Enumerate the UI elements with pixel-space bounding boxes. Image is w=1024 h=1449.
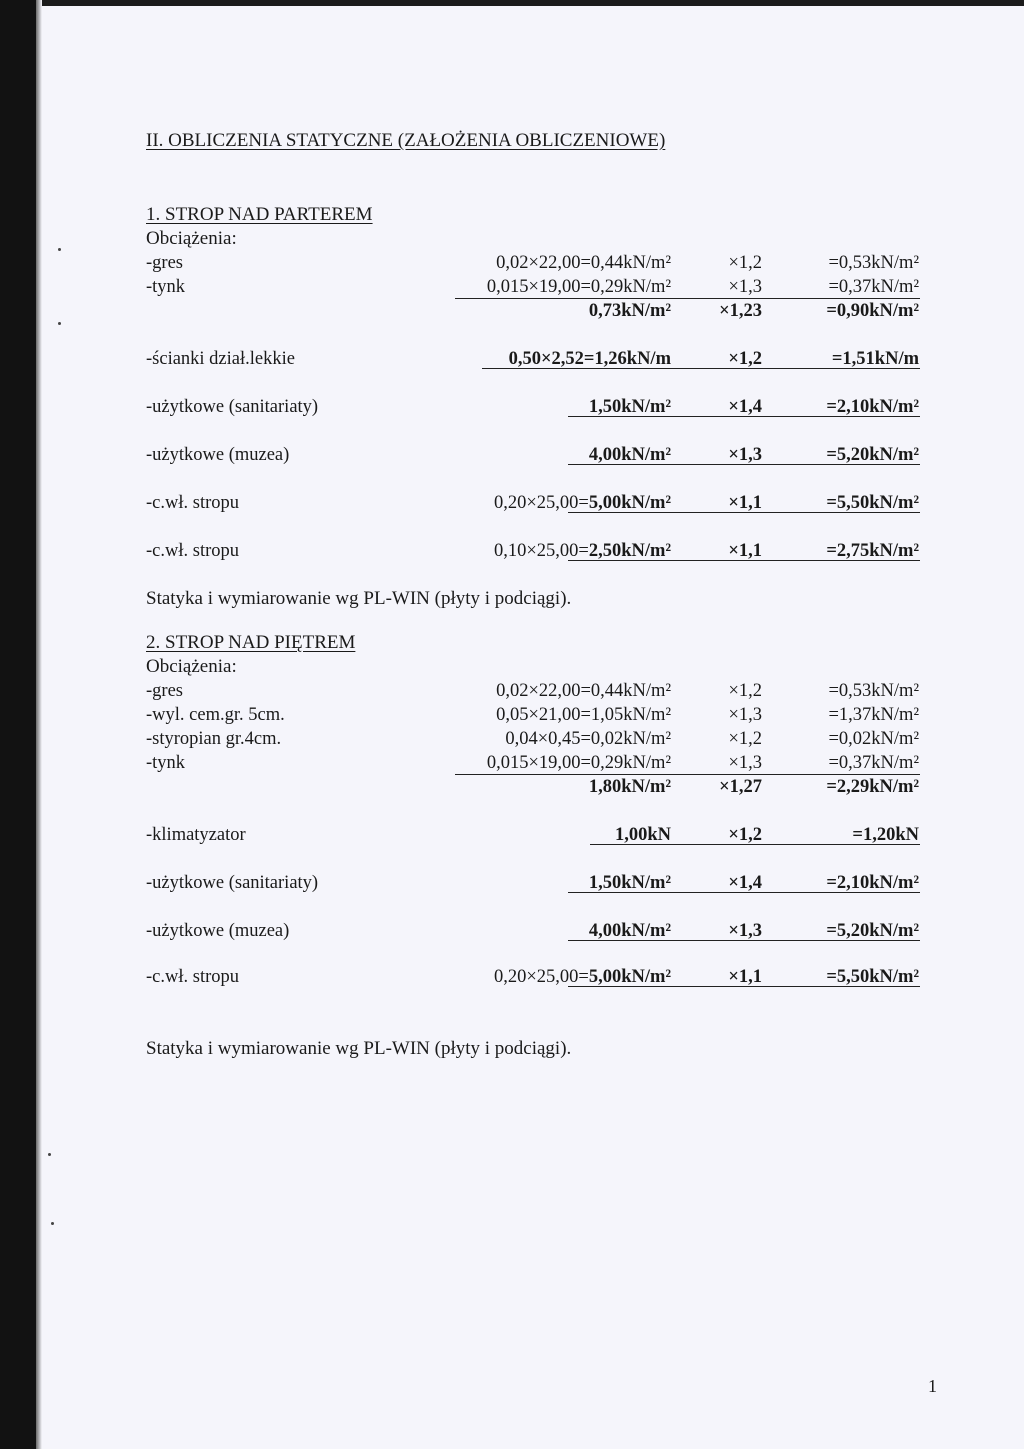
- sum-calc: 0,73kN/m²: [588, 301, 671, 321]
- load-factor: ×1,2: [728, 681, 762, 701]
- load-row: [0, 444, 1024, 466]
- sum-rule: [455, 298, 920, 299]
- load-calc: 0,02×22,00=0,44kN/m²: [496, 253, 671, 273]
- row-underline: [482, 368, 920, 369]
- sum-result: =2,29kN/m²: [826, 777, 919, 797]
- load-calc: 0,015×19,00=0,29kN/m²: [486, 277, 671, 297]
- load-result: =5,20kN/m²: [826, 445, 919, 465]
- load-calc: 0,015×19,00=0,29kN/m²: [486, 753, 671, 773]
- load-factor: ×1,2: [728, 253, 762, 273]
- load-calc: 0,02×22,00=0,44kN/m²: [496, 681, 671, 701]
- load-calc: [494, 492, 671, 514]
- load-factor: ×1,1: [728, 541, 762, 561]
- load-factor: ×1,2: [728, 729, 762, 749]
- load-calc: [494, 966, 671, 988]
- load-label: -c.wł. stropu: [146, 493, 239, 513]
- sum-row: [0, 300, 1024, 322]
- load-row: [0, 920, 1024, 942]
- sum-factor: ×1,27: [719, 777, 762, 797]
- load-label: -gres: [146, 681, 183, 701]
- load-row: [0, 252, 1024, 274]
- load-factor: ×1,3: [728, 445, 762, 465]
- sum-rule: [455, 774, 920, 775]
- load-label: -c.wł. stropu: [146, 541, 239, 561]
- load-label: -tynk: [146, 753, 186, 773]
- row-underline: [568, 892, 920, 893]
- load-label: -c.wł. stropu: [146, 967, 239, 987]
- load-result: =0,37kN/m²: [828, 753, 919, 773]
- row-underline: [568, 416, 920, 417]
- load-label: -użytkowe (muzea): [146, 921, 290, 941]
- row-underline: [568, 512, 920, 513]
- load-result: =0,53kN/m²: [828, 253, 919, 273]
- load-result: =5,50kN/m²: [826, 493, 919, 513]
- load-row: [0, 396, 1024, 418]
- row-underline: [568, 986, 920, 987]
- row-underline: [568, 464, 920, 465]
- sum-calc: 1,80kN/m²: [588, 777, 671, 797]
- load-row: [0, 492, 1024, 514]
- load-label: -użytkowe (sanitariaty): [146, 397, 319, 417]
- load-row: [0, 824, 1024, 846]
- load-result: =0,53kN/m²: [828, 681, 919, 701]
- load-label: -użytkowe (sanitariaty): [146, 873, 319, 893]
- load-label: -klimatyzator: [146, 825, 246, 845]
- load-result: =1,37kN/m²: [828, 705, 919, 725]
- load-label: -ścianki dział.lekkie: [146, 349, 295, 369]
- calc-prefix: 0,20×25,00=: [494, 493, 589, 513]
- load-result: =2,10kN/m²: [826, 397, 919, 417]
- load-row: [0, 728, 1024, 750]
- calc-prefix: 0,20×25,00=: [494, 967, 589, 987]
- load-row: [0, 680, 1024, 702]
- load-result: =2,10kN/m²: [826, 873, 919, 893]
- calc-value: 2,50kN/m²: [588, 541, 671, 561]
- load-calc: [494, 540, 671, 562]
- load-result: =5,20kN/m²: [826, 921, 919, 941]
- scan-border-top: [0, 0, 1024, 6]
- load-label: -użytkowe (muzea): [146, 445, 290, 465]
- load-result: =0,02kN/m²: [828, 729, 919, 749]
- load-result: =2,75kN/m²: [826, 541, 919, 561]
- load-factor: ×1,3: [728, 277, 762, 297]
- load-factor: ×1,3: [728, 753, 762, 773]
- load-row: [0, 752, 1024, 774]
- sum-row: [0, 776, 1024, 798]
- load-calc: 0,05×21,00=1,05kN/m²: [496, 705, 671, 725]
- load-label: -styropian gr.4cm.: [146, 729, 282, 749]
- sum-result: =0,90kN/m²: [826, 301, 919, 321]
- load-calc: 1,50kN/m²: [588, 873, 671, 893]
- load-calc: 1,00kN: [614, 825, 671, 845]
- calc-prefix: 0,10×25,00=: [494, 541, 589, 561]
- scan-speck: [58, 248, 61, 251]
- sum-factor: ×1,23: [719, 301, 762, 321]
- load-calc: 0,04×0,45=0,02kN/m²: [505, 729, 671, 749]
- section-2-note: Statyka i wymiarowanie wg PL-WIN (płyty i podciągi).: [146, 1038, 572, 1059]
- load-label: -tynk: [146, 277, 186, 297]
- scan-speck: [48, 1153, 51, 1156]
- load-factor: ×1,4: [728, 397, 762, 417]
- load-factor: ×1,2: [728, 349, 762, 369]
- load-label: -wyl. cem.gr. 5cm.: [146, 705, 285, 725]
- page-number: 1: [928, 1376, 937, 1396]
- calc-value: 5,00kN/m²: [588, 493, 671, 513]
- scan-speck: [51, 1222, 54, 1225]
- load-row: [0, 704, 1024, 726]
- document-title: II. OBLICZENIA STATYCZNE (ZAŁOŻENIA OBLICZENIOWE): [146, 130, 666, 151]
- load-row: [0, 966, 1024, 988]
- scan-speck: [58, 322, 61, 325]
- load-factor: ×1,3: [728, 705, 762, 725]
- row-underline: [568, 560, 920, 561]
- row-underline: [568, 940, 920, 941]
- load-row: [0, 348, 1024, 370]
- load-result: =1,20kN: [852, 825, 919, 845]
- load-calc: 4,00kN/m²: [588, 921, 671, 941]
- section-1-loads-label: Obciążenia:: [146, 228, 237, 249]
- load-factor: ×1,2: [728, 825, 762, 845]
- row-underline: [590, 844, 920, 845]
- load-factor: ×1,4: [728, 873, 762, 893]
- section-1-heading: 1. STROP NAD PARTEREM: [146, 204, 373, 225]
- section-2-heading: 2. STROP NAD PIĘTREM: [146, 632, 356, 653]
- load-result: =1,51kN/m: [831, 349, 919, 369]
- load-result: =5,50kN/m²: [826, 967, 919, 987]
- load-row: [0, 276, 1024, 298]
- calc-value: 5,00kN/m²: [588, 967, 671, 987]
- load-label: -gres: [146, 253, 183, 273]
- load-result: =0,37kN/m²: [828, 277, 919, 297]
- load-calc: 4,00kN/m²: [588, 445, 671, 465]
- load-factor: ×1,1: [728, 967, 762, 987]
- load-row: [0, 872, 1024, 894]
- load-row: [0, 540, 1024, 562]
- section-2-loads-label: Obciążenia:: [146, 656, 237, 677]
- load-factor: ×1,1: [728, 493, 762, 513]
- load-calc: 1,50kN/m²: [588, 397, 671, 417]
- load-factor: ×1,3: [728, 921, 762, 941]
- section-1-note: Statyka i wymiarowanie wg PL-WIN (płyty i podciągi).: [146, 588, 572, 609]
- load-calc: 0,50×2,52=1,26kN/m: [508, 349, 671, 369]
